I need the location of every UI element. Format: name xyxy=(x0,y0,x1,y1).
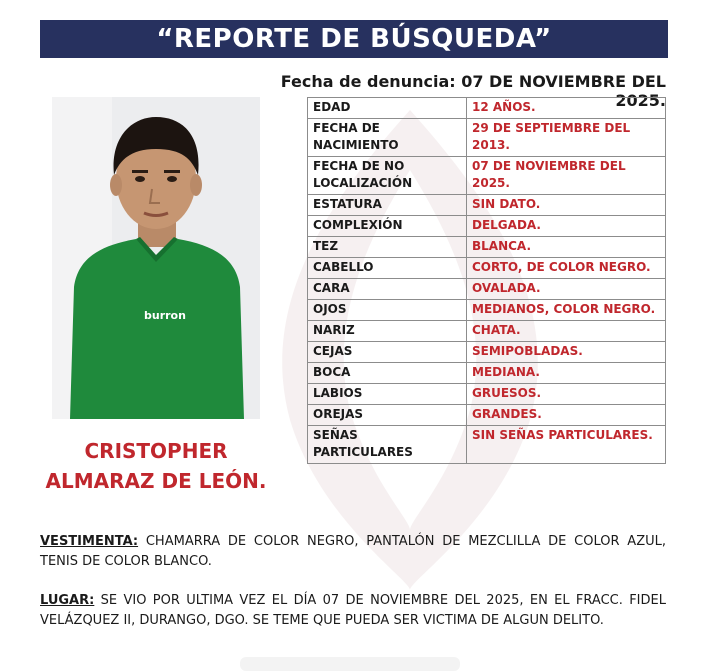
details-value: 07 DE NOVIEMBRE DEL 2025. xyxy=(467,157,666,195)
details-row xyxy=(308,363,666,384)
location-description xyxy=(40,591,666,631)
missing-person-name xyxy=(20,436,292,496)
details-label: NARIZ xyxy=(308,321,467,342)
location-label: LUGAR: xyxy=(40,593,95,608)
details-row xyxy=(308,216,666,237)
details-row xyxy=(308,279,666,300)
photo-illustration xyxy=(52,97,260,419)
report-date: Fecha de denuncia: 07 DE NOVIEMBRE DEL 2025. xyxy=(280,72,666,110)
details-row xyxy=(308,300,666,321)
details-value: MEDIANOS, COLOR NEGRO. xyxy=(467,300,666,321)
missing-person-photo xyxy=(52,97,260,419)
details-row xyxy=(308,195,666,216)
details-row xyxy=(308,342,666,363)
details-label: CARA xyxy=(308,279,467,300)
clothing-label: VESTIMENTA: xyxy=(40,534,139,549)
name-line-2: ALMARAZ DE LEÓN. xyxy=(45,469,267,493)
name-line-1: CRISTOPHER xyxy=(84,439,228,463)
clothing-text: CHAMARRA DE COLOR NEGRO, PANTALÓN DE MEZCLILLA DE COLOR AZUL, TENIS DE COLOR BLANCO. xyxy=(40,534,666,569)
details-label: OREJAS xyxy=(308,405,467,426)
details-label: LABIOS xyxy=(308,384,467,405)
details-row xyxy=(308,258,666,279)
shirt-logo-text: burron xyxy=(144,309,186,322)
details-value: MEDIANA. xyxy=(467,363,666,384)
details-label: TEZ xyxy=(308,237,467,258)
details-value: 12 AÑOS. xyxy=(467,98,666,119)
details-label: BOCA xyxy=(308,363,467,384)
details-row xyxy=(308,405,666,426)
details-value: SIN DATO. xyxy=(467,195,666,216)
details-value: SIN SEÑAS PARTICULARES. xyxy=(467,426,666,464)
details-row xyxy=(308,157,666,195)
details-value: 29 DE SEPTIEMBRE DEL 2013. xyxy=(467,119,666,157)
details-label: OJOS xyxy=(308,300,467,321)
location-text: SE VIO POR ULTIMA VEZ EL DÍA 07 DE NOVIEMBRE DEL 2025, EN EL FRACC. FIDEL VELÁZQUEZ II, DURANGO, DGO. SE TEME QUE PUEDA SER VICTIMA DE ALGUN DELITO. xyxy=(40,593,666,628)
details-label: FECHA DE NACIMIENTO xyxy=(308,119,467,157)
details-label: CEJAS xyxy=(308,342,467,363)
details-value: SEMIPOBLADAS. xyxy=(467,342,666,363)
details-value: OVALADA. xyxy=(467,279,666,300)
details-label: ESTATURA xyxy=(308,195,467,216)
details-label: SEÑAS PARTICULARES xyxy=(308,426,467,464)
person-details-table xyxy=(307,97,666,464)
details-row xyxy=(308,384,666,405)
details-row xyxy=(308,237,666,258)
report-title-banner: “REPORTE DE BÚSQUEDA” xyxy=(40,20,668,58)
details-value: CORTO, DE COLOR NEGRO. xyxy=(467,258,666,279)
details-label: FECHA DE NO LOCALIZACIÓN xyxy=(308,157,467,195)
details-label: COMPLEXIÓN xyxy=(308,216,467,237)
details-row xyxy=(308,119,666,157)
clothing-description xyxy=(40,532,666,572)
details-value: GRANDES. xyxy=(467,405,666,426)
details-label: CABELLO xyxy=(308,258,467,279)
details-value: GRUESOS. xyxy=(467,384,666,405)
details-value: DELGADA. xyxy=(467,216,666,237)
details-row xyxy=(308,321,666,342)
footer-logo-partial xyxy=(240,657,460,671)
details-row xyxy=(308,98,666,119)
details-label: EDAD xyxy=(308,98,467,119)
details-value: BLANCA. xyxy=(467,237,666,258)
details-value: CHATA. xyxy=(467,321,666,342)
details-row xyxy=(308,426,666,464)
